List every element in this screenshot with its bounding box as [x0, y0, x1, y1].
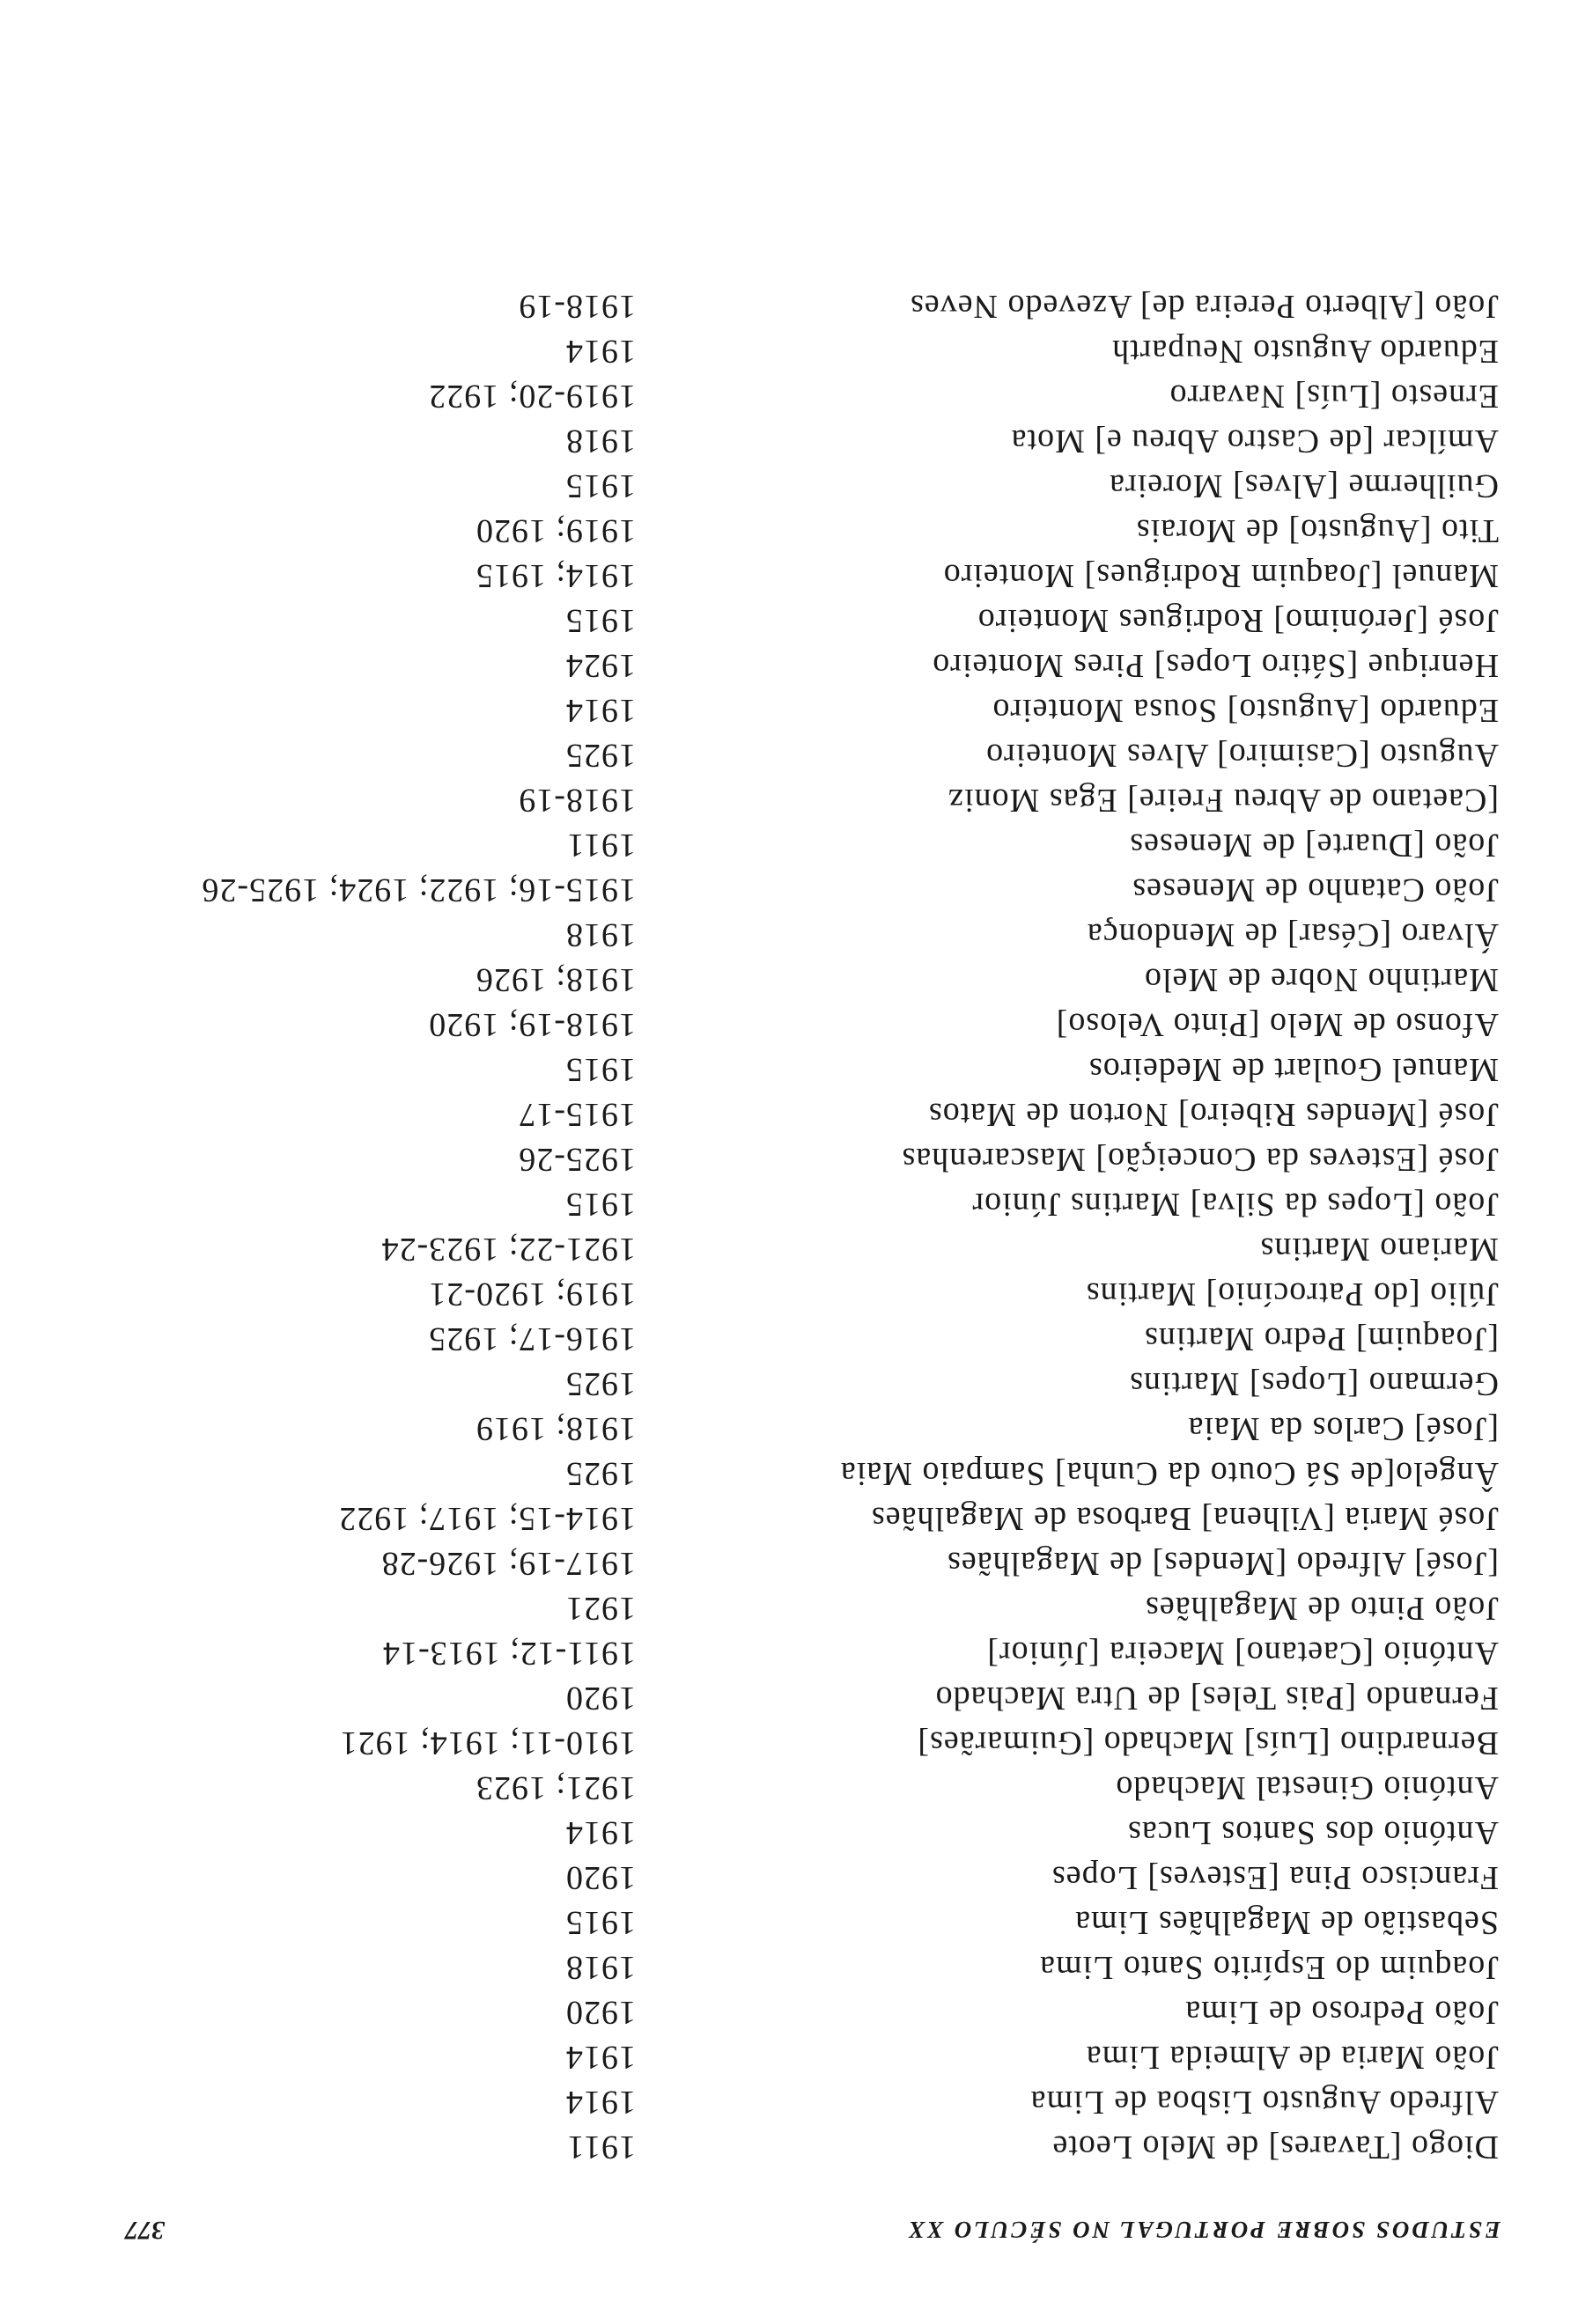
- list-item: [0, 329, 1578, 373]
- minister-name: Diogo [Tavares] de Melo Leote: [1051, 2129, 1499, 2166]
- term-years: 1920: [565, 1680, 636, 1717]
- term-years: 1916-17; 1925: [428, 1320, 636, 1357]
- term-years: 1918: [565, 916, 636, 953]
- term-years: 1918: [565, 1949, 636, 1986]
- list-item: [0, 419, 1578, 463]
- term-years: 1918-19: [518, 782, 636, 819]
- term-years: 1915: [565, 1051, 636, 1088]
- minister-name: José [Jerónimo] Rodrigues Monteiro: [977, 602, 1499, 639]
- list-item: [0, 2080, 1578, 2124]
- minister-name: Manuel [Joaquim Rodrigues] Monteiro: [942, 557, 1499, 594]
- term-years: 1924: [565, 647, 636, 684]
- term-years: 1918; 1919: [475, 1410, 636, 1447]
- list-item: [0, 1227, 1578, 1271]
- list-item: [0, 2125, 1578, 2169]
- term-years: 1914: [565, 1814, 636, 1851]
- minister-name: Fernando [Pais Teles] de Utra Machado: [934, 1680, 1499, 1717]
- minister-name: Henrique [Sátiro Lopes] Pires Monteiro: [932, 647, 1499, 684]
- term-years: 1921; 1923: [475, 1769, 636, 1806]
- minister-name: Augusto [Casimiro] Alves Monteiro: [985, 737, 1499, 774]
- list-item: [0, 1990, 1578, 2034]
- list-item: [0, 1317, 1578, 1361]
- list-item: [0, 554, 1578, 598]
- list-item: [0, 1766, 1578, 1810]
- term-years: 1915: [565, 1186, 636, 1223]
- term-years: 1910-11; 1914; 1921: [339, 1725, 636, 1761]
- list-item: [0, 2035, 1578, 2079]
- page-number: 377: [125, 2216, 165, 2245]
- term-years: 1917-19; 1926-28: [380, 1545, 636, 1582]
- minister-name: João [Alberto Pereira de] Azevedo Neves: [910, 288, 1499, 325]
- minister-name: Ernesto [Luís] Navarro: [1169, 378, 1499, 415]
- term-years: 1914: [565, 692, 636, 729]
- minister-name: João Maria de Almeida Lima: [1085, 2039, 1499, 2076]
- minister-name: Manuel Goulart de Medeiros: [1088, 1051, 1499, 1088]
- list-item: [0, 1182, 1578, 1226]
- term-years: 1919-20; 1922: [428, 378, 636, 415]
- term-years: 1914; 1915: [475, 557, 636, 594]
- running-title: ESTUDOS SOBRE PORTUGAL NO SÉCULO XX: [906, 2217, 1501, 2243]
- list-item: [0, 1541, 1578, 1585]
- minister-name: Sebastião de Magalhães Lima: [1074, 1904, 1499, 1941]
- term-years: 1918: [565, 423, 636, 460]
- term-years: 1915-17: [518, 1096, 636, 1133]
- term-years: 1915-16; 1922; 1924; 1925-26: [201, 872, 636, 908]
- list-item: [0, 688, 1578, 732]
- minister-name: [José] Alfredo [Mendes] de Magalhães: [947, 1545, 1499, 1582]
- list-item: [0, 1586, 1578, 1630]
- term-years: 1925: [565, 1455, 636, 1492]
- minister-name: João Pinto de Magalhães: [1145, 1590, 1499, 1627]
- list-item: [0, 1856, 1578, 1900]
- list-item: [0, 1901, 1578, 1945]
- list-item: [0, 509, 1578, 553]
- list-item: [0, 868, 1578, 912]
- list-item: [0, 1048, 1578, 1092]
- minister-name: Amílcar [de Castro Abreu e] Mota: [1010, 423, 1499, 460]
- term-years: 1925-26: [518, 1141, 636, 1178]
- minister-name: João Pedroso de Lima: [1184, 1994, 1499, 2031]
- term-years: 1918-19; 1920: [428, 1006, 636, 1043]
- minister-name: Mariano Martins: [1259, 1231, 1499, 1268]
- term-years: 1911: [566, 2129, 636, 2166]
- term-years: 1911: [566, 827, 636, 864]
- list-item: [0, 644, 1578, 688]
- term-years: 1915: [565, 467, 636, 504]
- list-item: [0, 1945, 1578, 1989]
- minister-name: Francisco Pina [Esteves] Lopes: [1051, 1859, 1499, 1896]
- list-item: [0, 1362, 1578, 1406]
- list-item: [0, 733, 1578, 777]
- list-item: [0, 1811, 1578, 1855]
- term-years: 1918-19: [518, 288, 636, 325]
- term-years: 1914: [565, 2039, 636, 2076]
- term-years: 1915: [565, 602, 636, 639]
- minister-name: Eduardo Augusto Neuparth: [1111, 333, 1499, 370]
- list-item: [0, 1272, 1578, 1316]
- term-years: 1925: [565, 737, 636, 774]
- minister-name: Álvaro [César] de Mendonça: [1086, 916, 1499, 953]
- term-years: 1914: [565, 333, 636, 370]
- list-item: [0, 1631, 1578, 1675]
- minister-name: Martinho Nobre de Melo: [1144, 961, 1499, 998]
- list-item: [0, 1721, 1578, 1765]
- minister-name: [Caetano de Abreu Freire] Egas Moniz: [948, 782, 1499, 819]
- list-item: [0, 1452, 1578, 1496]
- term-years: 1925: [565, 1365, 636, 1402]
- list-item: [0, 599, 1578, 643]
- minister-name: Júlio [do Patrocínio] Martins: [1085, 1276, 1499, 1313]
- list-item: [0, 464, 1578, 508]
- minister-name: Tito [Augusto] de Morais: [1135, 512, 1499, 549]
- list-item: [0, 1407, 1578, 1451]
- minister-name: [Joaquim] Pedro Martins: [1144, 1320, 1499, 1357]
- minister-name: Eduardo [Augusto] Sousa Monteiro: [992, 692, 1499, 729]
- minister-name: Alfredo Augusto Lisboa de Lima: [1029, 2084, 1499, 2121]
- list-item: [0, 1497, 1578, 1541]
- term-years: 1914: [565, 2084, 636, 2121]
- term-years: 1918; 1926: [475, 961, 636, 998]
- minister-name: António [Caetano] Maceira [Júnior]: [986, 1635, 1499, 1672]
- list-item: [0, 913, 1578, 957]
- term-years: 1915: [565, 1904, 636, 1941]
- list-item: [0, 1003, 1578, 1047]
- list-item: [0, 823, 1578, 867]
- minister-name: Bernardino [Luís] Machado [Guimarães]: [917, 1725, 1499, 1761]
- list-item: [0, 1092, 1578, 1136]
- minister-name: João [Duarte] de Meneses: [1129, 827, 1499, 864]
- minister-name: José [Mendes Ribeiro] Norton de Matos: [927, 1096, 1499, 1133]
- list-item: [0, 1676, 1578, 1720]
- term-years: 1911-12; 1913-14: [382, 1635, 636, 1672]
- list-item: [0, 1137, 1578, 1181]
- minister-name: João Catanho de Meneses: [1132, 872, 1499, 908]
- term-years: 1920: [565, 1994, 636, 2031]
- minister-name: João [Lopes da Silva] Martins Júnior: [971, 1186, 1499, 1223]
- minister-name: José [Esteves da Conceição] Mascarenhas: [901, 1141, 1499, 1178]
- term-years: 1919; 1920: [475, 512, 636, 549]
- term-years: 1914-15; 1917; 1922: [338, 1500, 636, 1537]
- minister-name: Guilherme [Alves] Moreira: [1109, 467, 1499, 504]
- minister-name: António dos Santos Lucas: [1127, 1814, 1499, 1851]
- list-item: [0, 374, 1578, 418]
- term-years: 1920: [565, 1859, 636, 1896]
- list-item: [0, 284, 1578, 328]
- minister-name: Joaquim do Espírito Santo Lima: [1039, 1949, 1499, 1986]
- term-years: 1919; 1920-21: [428, 1276, 636, 1313]
- term-years: 1921: [565, 1590, 636, 1627]
- list-item: [0, 958, 1578, 1002]
- list-item: [0, 778, 1578, 822]
- minister-name: José Maria [Vilhena] Barbosa de Magalhães: [871, 1500, 1499, 1537]
- minister-name: Afonso de Melo [Pinto Veloso]: [1055, 1006, 1499, 1043]
- term-years: 1921-22; 1923-24: [380, 1231, 636, 1268]
- minister-name: Ângelo[de Sá Couto da Cunha] Sampaio Maia: [839, 1455, 1499, 1492]
- minister-name: António Ginestal Machado: [1115, 1769, 1499, 1806]
- minister-name: Germano [Lopes] Martins: [1129, 1365, 1499, 1402]
- minister-name: [José] Carlos da Maia: [1187, 1410, 1499, 1447]
